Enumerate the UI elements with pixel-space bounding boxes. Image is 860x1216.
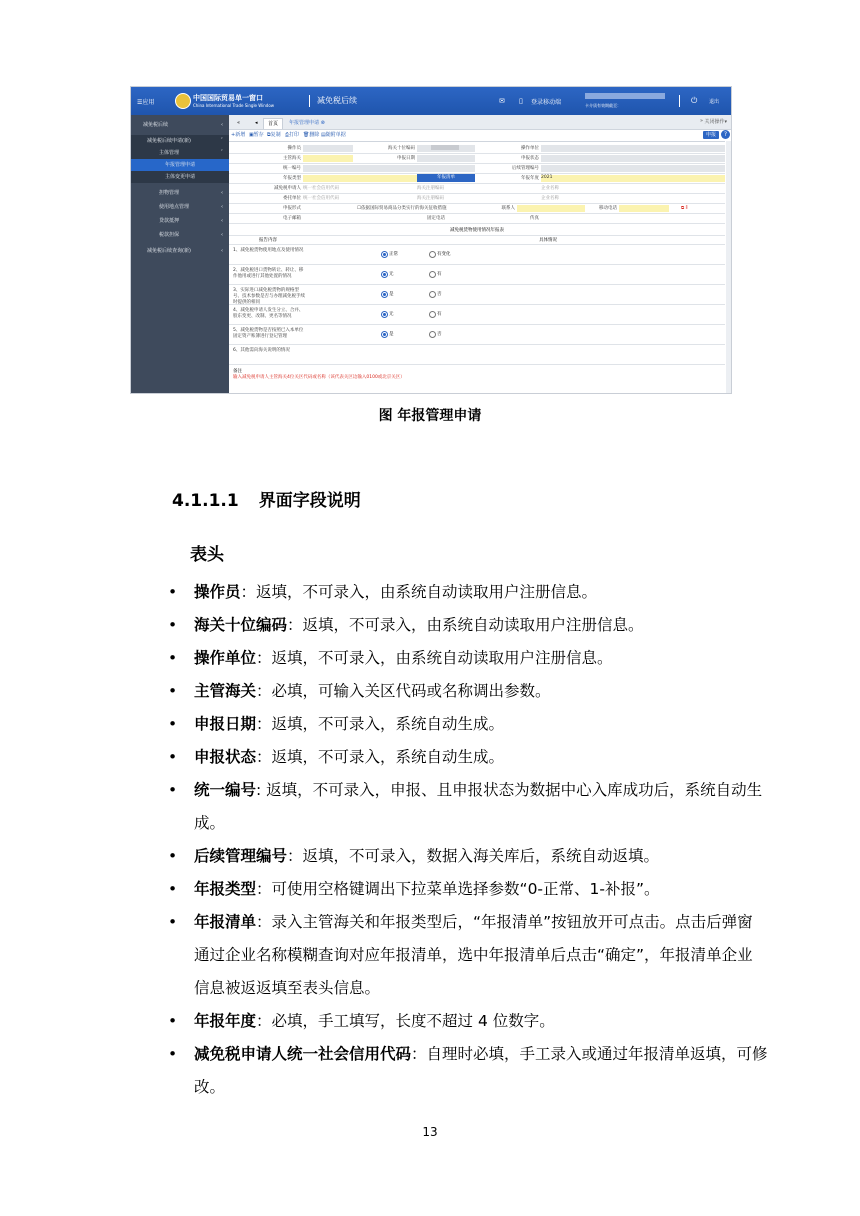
list-item: • 主管海关：必填，可输入关区代码或名称调出参数。 (168, 675, 768, 708)
sidebar-item-jmshx[interactable]: 减免税后续 ‹ (131, 119, 229, 131)
list-item: • 减免税申请人统一社会信用代码：自理时必填，手工录入或通过年报清单返填，可修改。 (168, 1038, 768, 1104)
chevron-icon: ‹ (221, 122, 223, 128)
page-number: 13 (422, 1125, 438, 1139)
sidebar-item-loan[interactable]: 贷款抵押 ‹ (131, 215, 229, 227)
figure-caption: 图 年报管理申请 (378, 408, 482, 424)
unified-no-field (303, 165, 475, 172)
bullet-icon: • (168, 616, 178, 634)
bullet-icon: • (168, 649, 178, 667)
option-label: 是 (389, 332, 394, 337)
list-item: • 操作单位：返填，不可录入，由系统自动读取用户注册信息。 (168, 642, 768, 675)
option-label: 否 (437, 332, 442, 337)
mail-icon[interactable]: ✉ (499, 97, 505, 105)
option-radio[interactable] (429, 271, 436, 278)
tab-bar (229, 115, 731, 130)
sidebar-item-subject-change[interactable]: 主体变更申请 (131, 171, 229, 183)
form-row (229, 204, 725, 214)
sidebar-item-subject[interactable]: 主体管理 ˇ (131, 147, 229, 159)
tab-scroll-left-icon[interactable]: « (237, 120, 241, 126)
report-type-select[interactable] (303, 175, 417, 182)
bullet-icon: • (168, 682, 178, 700)
system-name: 减免税后续 (317, 96, 357, 105)
customs-code-field (417, 145, 475, 152)
col-detail-header: 具体情况 (539, 238, 557, 243)
applicant-label: 减免税申请人 (274, 186, 301, 191)
report-section-title: 减免税货物使用情况年报表 (229, 226, 725, 236)
declare-date-field (417, 155, 475, 162)
brand-subtitle: China International Trade Single Window (193, 103, 275, 108)
app-topbar (131, 87, 731, 115)
report-question-row (229, 305, 725, 325)
app-sidebar (131, 115, 229, 393)
option-label: 否 (437, 292, 442, 297)
option-radio[interactable] (381, 271, 388, 278)
list-item: • 年报类型：可使用空格键调出下拉菜单选择参数“0-正常、1-补报”。 (168, 873, 768, 906)
note-hint: 输入减免税申请人主管海关4位关区代码或名称（该代表关区边输入0100或北京关区） (233, 375, 405, 380)
notice-icon[interactable]: ⧉ ⁑ (681, 206, 688, 211)
report-table-header (229, 236, 725, 245)
option-label: 无 (389, 312, 394, 317)
fax-input[interactable] (541, 215, 661, 222)
section-number: 4.1.1.1 (172, 491, 239, 511)
mobile-icon[interactable]: ▯ (519, 97, 523, 105)
declare-form-select[interactable] (303, 205, 353, 212)
list-item: • 申报日期：返填，不可录入，系统自动生成。 (168, 708, 768, 741)
fixed-phone-label: 固定电话 (427, 216, 445, 221)
declare-status-field (541, 155, 725, 162)
fixed-phone-input[interactable] (447, 215, 507, 222)
subheading: 表头 (190, 545, 224, 565)
power-icon[interactable]: ⏻ (691, 96, 698, 105)
bullet-icon: • (168, 781, 178, 799)
chevron-icon: ‹ (221, 232, 223, 238)
form-row (229, 214, 725, 224)
applicant-company-input[interactable]: 企业名称 (541, 186, 559, 191)
report-list-button[interactable]: 年报清单 (417, 174, 475, 182)
bullet-icon: • (168, 715, 178, 733)
question-text: 3、实际进口减免税货物的规格型号、技术参数是否与办理减免税手续时提供的相同 (233, 288, 305, 305)
question-text: 6、其他需向海关说明的情况 (233, 348, 290, 353)
operator-label: 操作员 (287, 146, 301, 151)
bullet-icon: • (168, 880, 178, 898)
chevron-down-icon: ˇ (220, 150, 223, 156)
option-label: 有变化 (437, 252, 451, 257)
fax-label: 传真 (530, 216, 539, 221)
option-label: 有 (437, 312, 442, 317)
tab-back-icon[interactable]: ◂ (255, 120, 258, 126)
tab-home[interactable]: 首页 (263, 118, 283, 129)
declare-date-label: 申报日期 (397, 156, 415, 161)
report-year-label: 年报年度 (521, 176, 539, 181)
entrusted-company-input[interactable]: 企业名称 (541, 196, 559, 201)
declare-form-label: 申报形式 (283, 206, 301, 211)
card-validity-label: 卡介质有效期截至： (585, 103, 621, 108)
entrusted-credit-input[interactable]: 统一社会信用代码 (303, 196, 339, 201)
field-description-list (168, 576, 768, 1104)
supervising-customs-input[interactable] (303, 155, 353, 162)
form-row (229, 174, 725, 184)
print-button[interactable]: ⎙打印 (285, 132, 300, 138)
single-window-logo-icon (175, 93, 191, 109)
option-radio[interactable] (381, 291, 388, 298)
option-label: 有 (437, 272, 442, 277)
list-item: • 年报年度：必填，手工填写，长度不超过 4 位数字。 (168, 1005, 768, 1038)
list-item: • 海关十位编码：返填，不可录入，由系统自动读取用户注册信息。 (168, 609, 768, 642)
form-scrollbar[interactable] (726, 141, 731, 393)
bullet-icon: • (168, 847, 178, 865)
chevron-icon: ‹ (221, 218, 223, 224)
sidebar-item-goods[interactable]: 担物管理 ‹ (131, 187, 229, 199)
unified-no-label: 统一编号 (283, 166, 301, 171)
divider (679, 95, 680, 107)
report-question-row (229, 285, 725, 305)
login-mobile-link[interactable]: 登录移动端 (531, 99, 562, 106)
declare-status-label: 申报状态 (521, 156, 539, 161)
applicant-credit-input[interactable]: 统一社会信用代码 (303, 186, 339, 191)
option-radio[interactable] (381, 331, 388, 338)
divider (309, 95, 310, 107)
followup-no-field (541, 165, 725, 172)
report-type-label: 年报类型 (283, 176, 301, 181)
chevron-icon: ‹ (221, 190, 223, 196)
followup-no-label: 后续管理编号 (512, 166, 539, 171)
option-label: 是 (389, 292, 394, 297)
app-menu-button[interactable]: ☰应用 (137, 99, 155, 106)
embedded-screenshot (130, 86, 732, 394)
sidebar-item-query[interactable]: 减免税后续查询(新) ‹ (131, 245, 229, 257)
declare-button[interactable]: 申报 (703, 131, 719, 139)
option-radio[interactable] (429, 311, 436, 318)
report-question-row (229, 245, 725, 265)
col-content-header: 报告内容 (259, 238, 277, 243)
email-input[interactable] (303, 215, 393, 222)
report-question-row (229, 265, 725, 285)
form-row (229, 184, 725, 194)
annual-report-form (229, 141, 725, 394)
tab-annual-report[interactable]: 年报管理申请 ⊗ (289, 120, 325, 126)
question-text: 5、减免税货物是否按照已入本单位固定资产账簿进行登记管理 (233, 328, 304, 339)
applicant-customs-reg-input[interactable]: 海关注册编码 (417, 186, 444, 191)
bullet-icon: • (168, 748, 178, 766)
contact-input[interactable] (517, 205, 585, 212)
section-heading (172, 486, 361, 511)
user-name-redacted (585, 93, 665, 99)
attachments-button[interactable]: ▤随附单据 (321, 132, 346, 138)
brand-title: 中国国际贸易单一窗口 (193, 94, 263, 102)
help-icon[interactable]: ? (721, 130, 730, 139)
chevron-icon: ‹ (221, 204, 223, 210)
chevron-down-icon: ˇ (220, 138, 223, 144)
sidebar-item-location[interactable]: 使用地点管理 ‹ (131, 201, 229, 213)
contact-phone-input[interactable] (619, 205, 669, 212)
operator-unit-field (541, 145, 725, 152)
close-actions-menu[interactable]: 关闭操作▾ (704, 119, 727, 125)
form-row (229, 154, 725, 164)
form-toolbar (229, 130, 731, 140)
question-text: 2、减免税进口货物转让、转让、移作他用或进行其他处置的情况 (233, 268, 304, 279)
entrusted-customs-reg-input[interactable]: 海关注册编码 (417, 196, 444, 201)
option-radio[interactable] (429, 251, 436, 258)
option-label: 正常 (389, 252, 398, 257)
contact-phone-label: 移动电话 (599, 206, 617, 211)
sidebar-item-guarantee[interactable]: 税款担保 ‹ (131, 229, 229, 241)
question-text: 1、减免税货物使用地点及使用情况 (233, 248, 304, 253)
bullet-icon: • (168, 1012, 178, 1030)
list-item: • 后续管理编号：返填，不可录入，数据入海关库后，系统自动返填。 (168, 840, 768, 873)
option-label: 无 (389, 272, 394, 277)
form-row (229, 164, 725, 174)
option-radio[interactable] (429, 291, 436, 298)
save-draft-button[interactable]: ▣暂存 (249, 132, 264, 138)
bullet-icon: • (168, 1045, 178, 1063)
sidebar-item-apply[interactable]: 减免税后续申请(新) ˇ (131, 135, 229, 147)
chevron-icon: ‹ (221, 248, 223, 254)
email-label: 电子邮箱 (283, 216, 301, 221)
report-question-row (229, 325, 725, 345)
operator-field (303, 145, 353, 152)
copy-button[interactable]: ⧉复制 (267, 132, 281, 138)
list-item: • 统一编号: 返填，不可录入，申报、且申报状态为数据中心入库成功后，系统自动生成。 (168, 774, 768, 840)
question-text: 4、减免税申请人发生分立、合并、股东变更、改制、更名等情况 (233, 308, 304, 319)
list-item: • 年报清单：录入主管海关和年报类型后，“年报清单”按钮放开可点击。点击后弹窗通过企业名称模糊查询对应年报清单，选中年报清单后点击“确定”，年报清单企业信息被返返填至表头信息。 (168, 906, 768, 1005)
supervising-customs-label: 主管海关 (283, 156, 301, 161)
customs-code-label: 海关十位编码 (388, 146, 415, 151)
delete-button[interactable]: 🗑删除 (303, 132, 320, 138)
new-button[interactable]: +新增 (231, 132, 246, 138)
tab-scroll-right-icon[interactable]: » (699, 118, 703, 124)
bullet-icon: • (168, 583, 178, 601)
contact-label: 联系人 (501, 206, 515, 211)
list-item: • 申报状态：返填，不可录入，系统自动生成。 (168, 741, 768, 774)
operator-unit-label: 操作单位 (521, 146, 539, 151)
exit-button[interactable]: 退出 (709, 99, 720, 105)
report-year-input[interactable]: 2021 (541, 175, 725, 182)
form-row (229, 194, 725, 204)
note-label: 备注 (233, 369, 242, 374)
entrusted-label: 委托单位 (283, 196, 301, 201)
form-row (229, 144, 725, 154)
report-question-row (229, 345, 725, 365)
section-title: 界面字段说明 (258, 491, 361, 511)
measure-checkbox[interactable]: ☐依据国际贸易商品分类实行的海关征收措施 (357, 206, 447, 211)
option-radio[interactable] (381, 311, 388, 318)
option-radio[interactable] (381, 251, 388, 258)
sidebar-item-annual-report[interactable]: 年报管理申请 (131, 159, 229, 171)
option-radio[interactable] (429, 331, 436, 338)
bullet-icon: • (168, 913, 178, 931)
main-content (229, 115, 731, 393)
list-item: • 操作员：返填，不可录入，由系统自动读取用户注册信息。 (168, 576, 768, 609)
